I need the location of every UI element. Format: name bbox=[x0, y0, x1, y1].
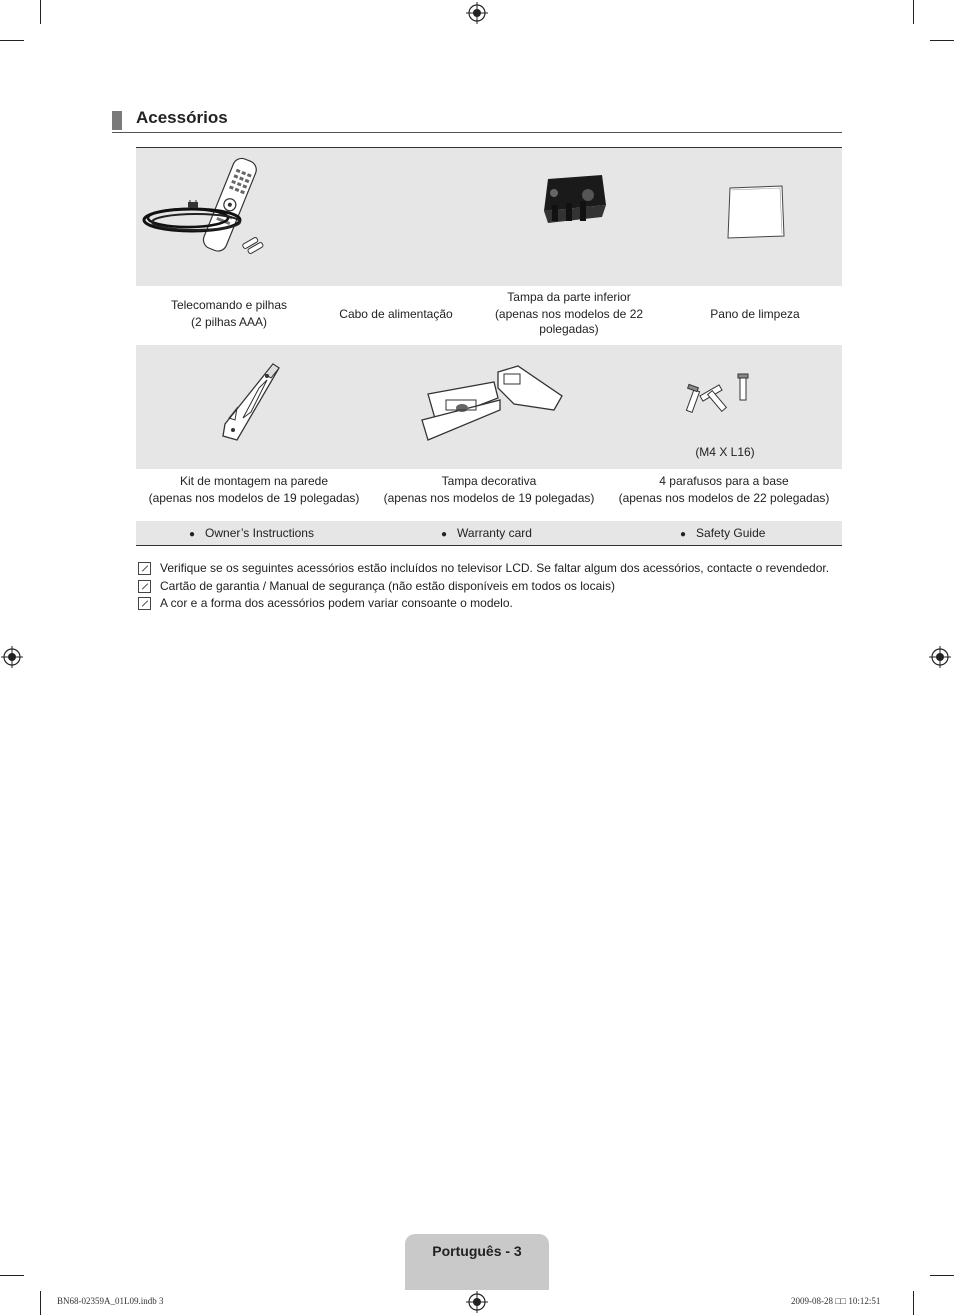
caption-line: (apenas nos modelos de 22 bbox=[494, 307, 644, 321]
bottom-cover-icon bbox=[526, 168, 616, 238]
note-icon bbox=[138, 580, 151, 593]
section-title: Acessórios bbox=[136, 108, 228, 127]
accessories-image-row-2 bbox=[136, 345, 842, 469]
note-item bbox=[138, 579, 615, 593]
section-header bbox=[112, 108, 842, 133]
section-title-bar bbox=[112, 111, 122, 130]
accessory-caption-remote bbox=[136, 297, 322, 331]
note-icon bbox=[138, 597, 151, 610]
accessory-caption-power-cable bbox=[322, 306, 470, 323]
note-text: Cartão de garantia / Manual de segurança (não estão disponíveis em todos os locais) bbox=[160, 579, 615, 593]
caption-line: 4 parafusos para a base bbox=[659, 474, 789, 488]
registration-mark-icon bbox=[929, 646, 951, 668]
bullet-icon: ● bbox=[441, 529, 448, 540]
page-number-tab bbox=[405, 1234, 549, 1290]
note-item bbox=[138, 596, 513, 610]
crop-mark bbox=[40, 0, 41, 24]
decorative-cover-icon bbox=[412, 363, 566, 445]
caption-line: Kit de montagem na parede bbox=[179, 474, 329, 488]
power-cable-icon bbox=[136, 178, 248, 258]
print-file-info: BN68-02359A_01L09.indb 3 bbox=[57, 1296, 164, 1306]
accessory-caption-bottom-cover bbox=[476, 289, 662, 338]
cleaning-cloth-icon bbox=[720, 176, 792, 248]
caption-line: Tampa decorativa bbox=[441, 474, 537, 488]
table-bottom-rule bbox=[136, 545, 842, 546]
note-text: A cor e a forma dos acessórios podem variar consoante o modelo. bbox=[160, 596, 513, 610]
registration-mark-icon bbox=[1, 646, 23, 668]
caption-line: Tampa da parte inferior bbox=[507, 290, 631, 304]
document-safety-guide bbox=[680, 526, 765, 540]
document-label: Warranty card bbox=[457, 526, 532, 540]
crop-mark bbox=[930, 1275, 954, 1276]
caption-line: (2 pilhas AAA) bbox=[190, 315, 268, 329]
caption-line: (apenas nos modelos de 22 polegadas) bbox=[618, 491, 830, 505]
crop-mark bbox=[913, 0, 914, 24]
crop-mark bbox=[0, 40, 24, 41]
document-owners-instructions bbox=[189, 526, 314, 540]
accessory-caption-screws bbox=[606, 473, 842, 507]
caption-line: Pano de limpeza bbox=[710, 307, 800, 321]
crop-mark bbox=[930, 40, 954, 41]
caption-line: (M4 X L16) bbox=[695, 445, 755, 459]
page-label: Português - 3 bbox=[432, 1243, 522, 1259]
document-warranty-card bbox=[441, 526, 532, 540]
bullet-icon: ● bbox=[680, 529, 687, 540]
crop-mark bbox=[913, 1291, 914, 1315]
document-label: Owner’s Instructions bbox=[205, 526, 314, 540]
crop-mark bbox=[0, 1275, 24, 1276]
document-label: Safety Guide bbox=[696, 526, 766, 540]
caption-line: (apenas nos modelos de 19 polegadas) bbox=[148, 491, 360, 505]
accessory-caption-cleaning-cloth bbox=[668, 306, 842, 323]
screw-size-label bbox=[684, 444, 766, 461]
caption-line: Cabo de alimentação bbox=[339, 307, 453, 321]
caption-line: (apenas nos modelos de 19 polegadas) bbox=[383, 491, 595, 505]
caption-line: Telecomando e pilhas bbox=[170, 298, 288, 312]
note-text: Verifique se os seguintes acessórios estão incluídos no televisor LCD. Se faltar algum dos acessórios, contacte o revendedor. bbox=[160, 561, 830, 575]
wall-mount-kit-icon bbox=[210, 359, 290, 445]
bullet-icon: ● bbox=[189, 529, 196, 540]
screws-icon bbox=[682, 369, 754, 419]
registration-mark-icon bbox=[466, 1291, 488, 1313]
accessory-caption-decorative-cover bbox=[372, 473, 606, 507]
note-item bbox=[138, 561, 829, 575]
print-datetime-info: 2009-08-28 □□ 10:12:51 bbox=[791, 1296, 881, 1306]
registration-mark-icon bbox=[466, 2, 488, 24]
caption-line: polegadas) bbox=[539, 322, 599, 336]
crop-mark bbox=[40, 1291, 41, 1315]
note-icon bbox=[138, 562, 151, 575]
accessory-caption-wall-mount-kit bbox=[136, 473, 372, 507]
accessories-image-row-1 bbox=[136, 148, 842, 286]
